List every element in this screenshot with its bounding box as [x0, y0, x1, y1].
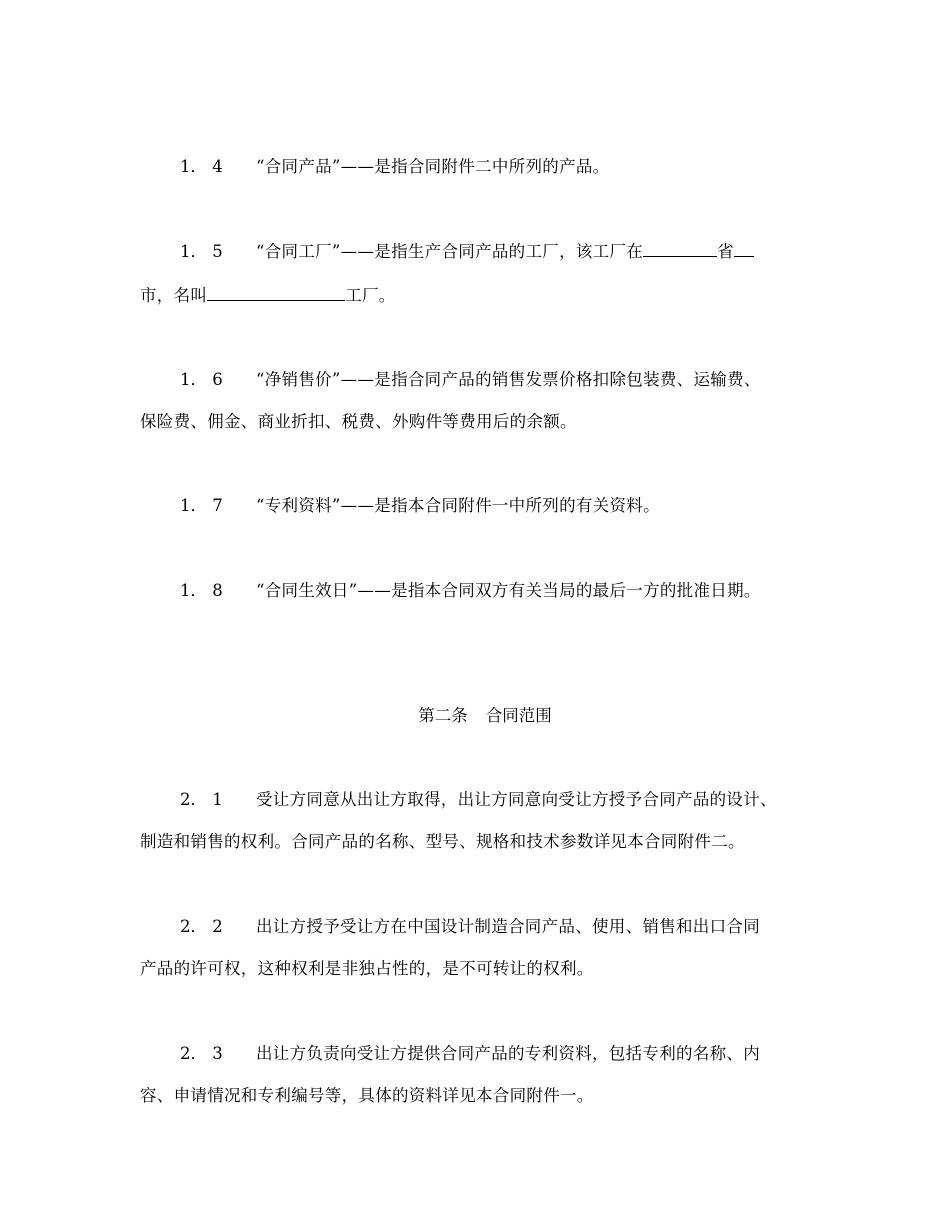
clause-number: 2． 3	[180, 1044, 223, 1063]
clause-2-3	[180, 1042, 830, 1066]
clause-text: “净销售价”——是指合同产品的销售发票价格扣除包装费、运输费、	[256, 370, 761, 389]
clause-number: 2． 2	[180, 917, 223, 936]
clause-number: 2． 1	[180, 790, 223, 809]
clause-text: 产品的许可权，这种权利是非独占性的，是不可转让的权利。	[140, 959, 594, 978]
clause-1-4	[180, 155, 830, 179]
article-number: 第二条	[418, 706, 468, 725]
clause-text: 容、申请情况和专利编号等，具体的资料详见本合同附件一。	[140, 1086, 594, 1105]
clause-text: 工厂。	[345, 286, 396, 305]
clause-number: 1． 7	[180, 496, 223, 515]
clause-1-7	[180, 494, 830, 518]
article-title: 合同范围	[485, 706, 552, 725]
province-blank	[643, 242, 717, 257]
city-blank	[734, 242, 754, 257]
clause-1-5	[180, 240, 830, 264]
clause-2-3-cont	[140, 1084, 830, 1108]
clause-text: “专利资料”——是指本合同附件一中所列的有关资料。	[256, 496, 660, 515]
clause-number: 1． 4	[180, 157, 223, 176]
clause-text: 出让方负责向受让方提供合同产品的专利资料，包括专利的名称、内	[256, 1044, 760, 1063]
clause-text: “合同生效日”——是指本合同双方有关当局的最后一方的批准日期。	[256, 581, 761, 600]
clause-2-1	[180, 788, 830, 812]
clause-text: “合同工厂”——是指生产合同产品的工厂，该工厂在	[256, 242, 644, 261]
clause-2-1-cont	[140, 830, 830, 854]
factory-name-blank	[207, 286, 345, 301]
clause-2-2	[180, 915, 830, 939]
clause-number: 1． 6	[180, 370, 223, 389]
clause-number: 1． 5	[180, 242, 223, 261]
clause-text: 受让方同意从出让方取得，出让方同意向受让方授予合同产品的设计、	[256, 790, 777, 809]
clause-number: 1． 8	[180, 581, 223, 600]
clause-text: 保险费、佣金、商业折扣、税费、外购件等费用后的余额。	[140, 412, 577, 431]
clause-text: “合同产品”——是指合同附件二中所列的产品。	[256, 157, 610, 176]
clause-2-2-cont	[140, 957, 830, 981]
clause-text: 制造和销售的权利。合同产品的名称、型号、规格和技术参数详见本合同附件二。	[140, 832, 745, 851]
article-2-heading	[140, 704, 830, 728]
clause-1-5-cont	[140, 284, 830, 308]
clause-1-6	[180, 368, 830, 392]
clause-text: 出让方授予受让方在中国设计制造合同产品、使用、销售和出口合同	[256, 917, 760, 936]
clause-1-6-cont	[140, 410, 830, 434]
clause-text: 市，名叫	[140, 286, 208, 305]
clause-text: 省	[717, 242, 734, 261]
clause-1-8	[180, 579, 830, 603]
